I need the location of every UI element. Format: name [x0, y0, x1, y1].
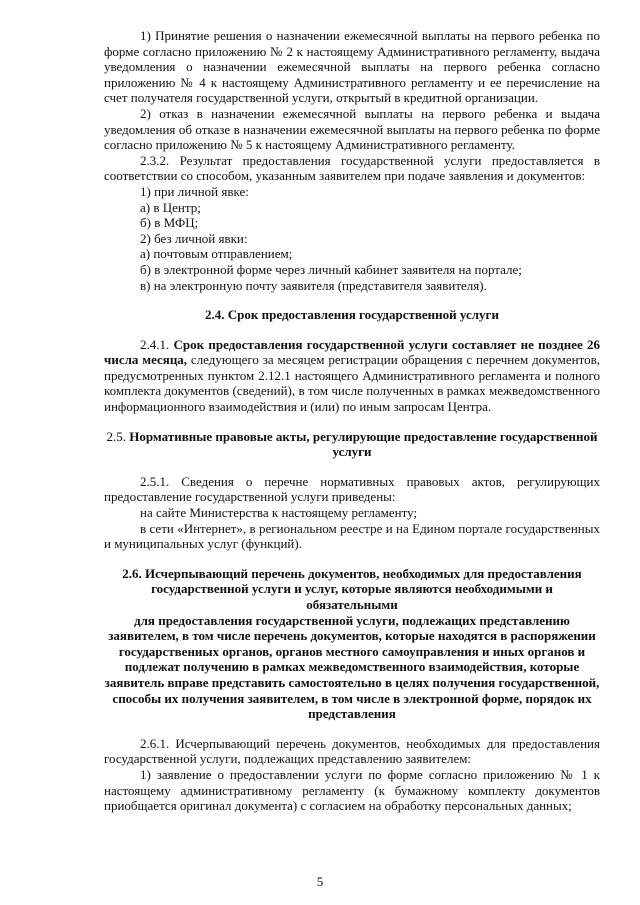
section-2-6-heading-continued: для предоставления государственной услуги, подлежащих представлению заявителем, в том числе перечень документов, которые находятся в распоряжении государственных органов, органов местного самоуправления и иных органов и подлежат получению в рамках межведомственного взаимодействия, которые заявитель вправе представить самостоятельно в целях получения государственной, способы их получения заявителем, в том числе в электронной форме, порядок их представления: [104, 612, 600, 722]
heading-text: Нормативные правовые акты, регулирующие предоставление государственной услуги: [129, 428, 598, 460]
paragraph-refusal: 2) отказ в назначении ежемесячной выплаты на первого ребенка и выдача уведомления об отказе в назначении ежемесячной выплаты на первого ребенка по форме согласно приложению № 5 к настоящему Административного регламенту.: [104, 105, 600, 153]
paragraph-text: следующего за месяцем регистрации обращения с перечнем документов, предусмотренных пунктом 2.12.1 настоящего Административного регламента и полного комплекта документов (сведений), в том числе полученных в рамках межведомственного информационного взаимодействия и (или) по иным запросам Центра.: [104, 352, 600, 415]
section-2-4-heading: 2.4. Срок предоставления государственной услуги: [205, 307, 499, 323]
list-item: а) в Центр;: [140, 199, 201, 215]
paragraph-2-5-1: 2.5.1. Сведения о перечне нормативных правовых актов, регулирующих предоставление государственной услуги приведены:: [104, 473, 600, 505]
paragraph-2-3-2: 2.3.2. Результат предоставления государственной услуги предоставляется в соответствии со способом, указанным заявителем при подаче заявления и документов:: [104, 152, 600, 184]
list-item: 1) при личной явке:: [140, 183, 249, 199]
paragraph-decision: 1) Принятие решения о назначении ежемесячной выплаты на первого ребенка по форме согласно приложению № 2 к настоящему Административного регламенту, выдача уведомления о назначении ежемесячной выплаты на первого ребенка согласно приложению № 4 к настоящему Административного регламенту и ее перечисление на счет получателя государственной услуги, открытый в кредитной организации.: [104, 28, 600, 106]
list-item: а) почтовым отправлением;: [140, 246, 293, 262]
list-item: в) на электронную почту заявителя (представителя заявителя).: [140, 277, 487, 293]
paragraph-application: 1) заявление о предоставлении услуги по форме согласно приложению № 1 к настоящему административному регламенту (к бумажному комплекту документов приобщается оригинал документа) с согласием на обработку персональных данных;: [104, 766, 600, 814]
paragraph-ministry-site: на сайте Министерства к настоящему регламенту;: [140, 505, 418, 521]
section-2-6-heading: 2.6. Исчерпывающий перечень документов, необходимых для предоставления государственной услуги и услуг, которые являются необходимыми и обязательными: [122, 565, 582, 612]
paragraph-2-4-1: [104, 337, 600, 415]
paragraph-number: 2.4.1.: [140, 336, 170, 352]
heading-number: 2.5.: [106, 428, 126, 444]
deadline-bold-text: Срок предоставления государственной услуги составляет не позднее 26 числа месяца,: [104, 336, 600, 368]
list-item: б) в электронной форме через личный кабинет заявителя на портале;: [140, 261, 522, 277]
section-2-5-heading: [104, 429, 600, 460]
list-item: 2) без личной явки:: [140, 230, 248, 246]
paragraph-internet: в сети «Интернет», в региональном реестре и на Едином портале государственных и муниципальных услуг (функций).: [104, 520, 600, 552]
page-number: 5: [316, 874, 324, 889]
list-item: б) в МФЦ;: [140, 215, 199, 231]
paragraph-2-6-1: 2.6.1. Исчерпывающий перечень документов, необходимых для предоставления государственной услуги, подлежащих представлению заявителем:: [104, 735, 600, 767]
